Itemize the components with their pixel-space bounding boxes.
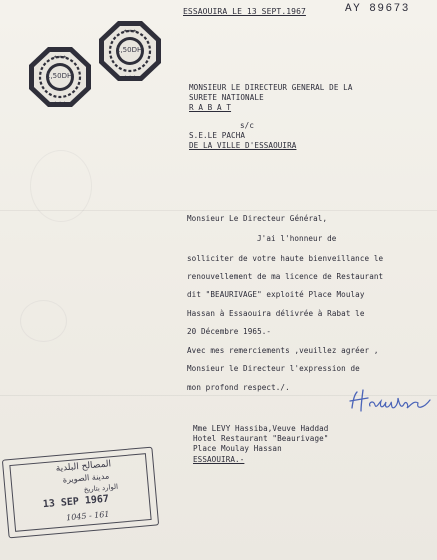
recipient-line: S.E.LE PACHA <box>189 131 246 140</box>
stamp-value: 1,50DH <box>46 72 73 80</box>
body-line: mon profond respect./. <box>187 383 290 392</box>
body-line: 20 Décembre 1965.- <box>187 327 272 336</box>
sender-line: Place Moulay Hassan <box>193 444 282 453</box>
stamp-arabic-line: المصالح البلدية <box>55 459 112 475</box>
recipient-line: MONSIEUR LE DIRECTEUR GENERAL DE LA <box>189 83 353 92</box>
reception-stamp <box>2 447 159 539</box>
show-through-mark <box>20 300 67 342</box>
sender-line: Mme LEVY Hassiba,Veuve Haddad <box>193 424 329 433</box>
stamp-date: 13 SEP 1967 <box>42 493 110 511</box>
sender-line: Hotel Restaurant "Beaurivage" <box>193 434 329 443</box>
stamp-handwritten-number: 1045 - 161 <box>65 509 110 523</box>
signature-icon <box>346 386 434 418</box>
show-through-mark <box>30 150 92 222</box>
body-line: solliciter de votre haute bienveillance le <box>187 254 384 263</box>
fiscal-stamp-2 <box>98 20 162 82</box>
salutation: Monsieur Le Directeur Général, <box>187 214 328 223</box>
fiscal-stamp-1 <box>28 46 92 108</box>
body-line: renouvellement de ma licence de Restaurant <box>187 272 384 281</box>
stamp-arabic-line: مدينة الصويرة <box>62 471 110 485</box>
place-date: ESSAOUIRA LE 13 SEPT.1967 <box>183 7 306 16</box>
document-serial: AY 89673 <box>345 3 410 15</box>
sender-line: ESSAOUIRA.- <box>193 455 245 464</box>
recipient-line: SURETE NATIONALE <box>189 93 264 102</box>
handwritten-signature <box>346 386 434 418</box>
svg-text:★ ★ ★: ★ ★ ★ <box>123 74 137 79</box>
body-line: J'ai l'honneur de <box>257 234 337 243</box>
stamp-value: 1,50DH <box>116 46 143 54</box>
body-line: Monsieur le Directeur l'expression de <box>187 364 360 373</box>
svg-text:★ ★ ★: ★ ★ ★ <box>53 100 67 105</box>
svg-text:★ ★ ★: ★ ★ ★ <box>123 28 137 33</box>
recipient-line: DE LA VILLE D'ESSAOUIRA <box>189 141 297 150</box>
recipient-via: s/c <box>240 121 255 130</box>
body-line: Avec mes remerciements ,veuillez agréer , <box>187 346 379 355</box>
stamp-arabic-line: الوارد بتاريخ <box>83 482 119 494</box>
svg-text:★ ★ ★: ★ ★ ★ <box>53 54 67 59</box>
body-line: Hassan à Essaouira délivrée à Rabat le <box>187 309 365 318</box>
recipient-city: R A B A T <box>189 103 232 112</box>
body-line: dit "BEAURIVAGE" exploité Place Moulay <box>187 290 365 299</box>
